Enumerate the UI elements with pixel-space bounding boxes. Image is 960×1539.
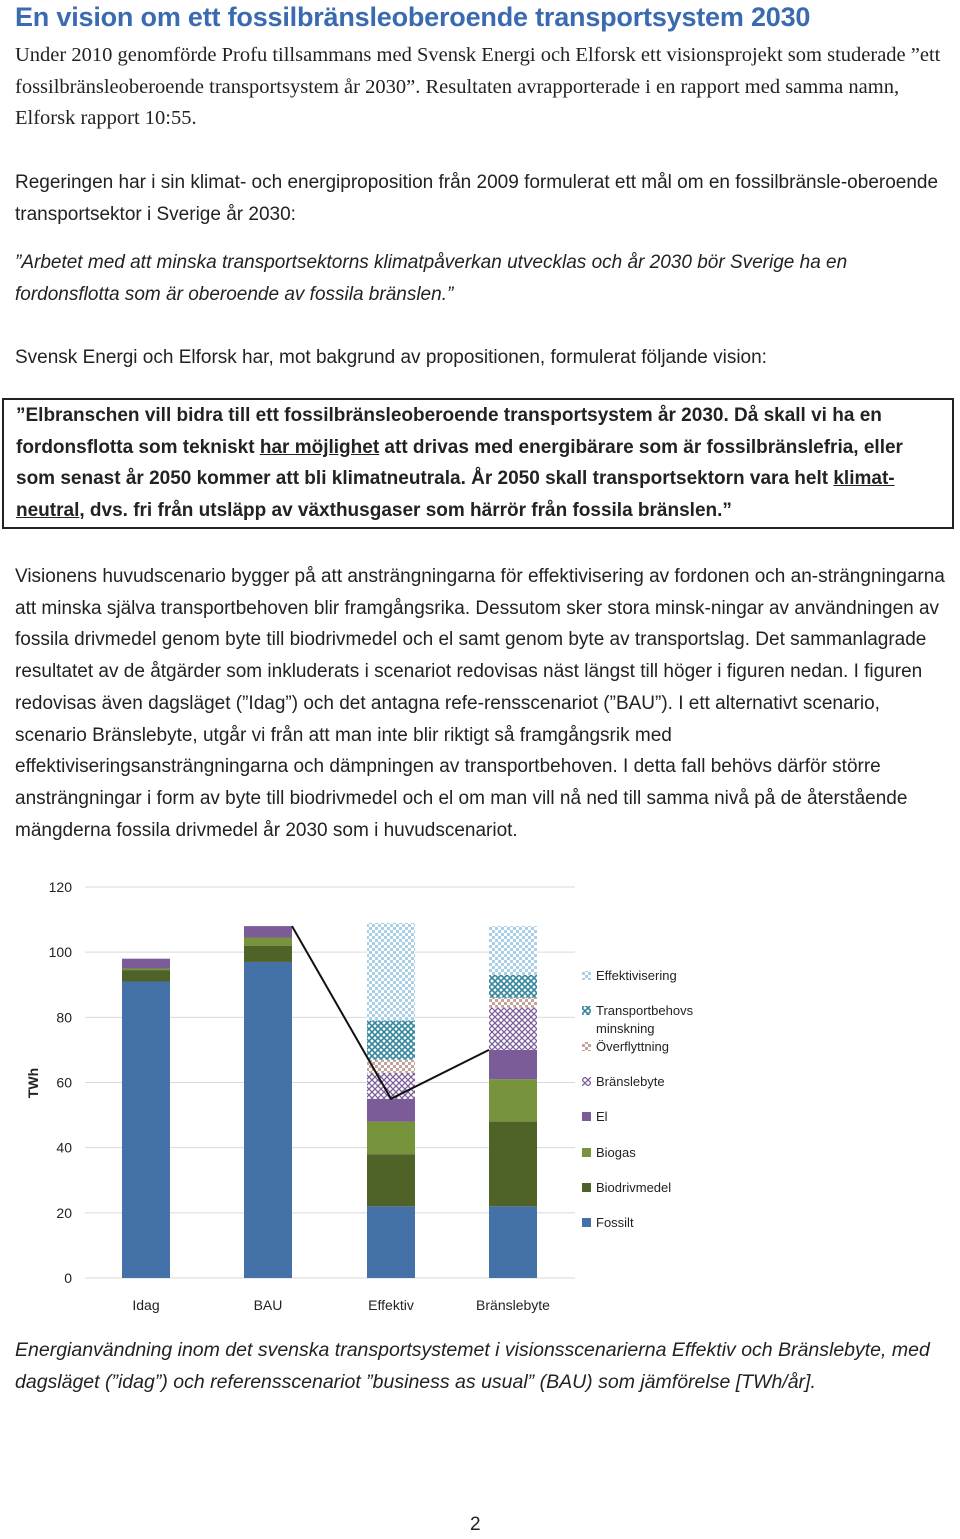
bar-effektiv-biodrivmedel	[367, 1154, 415, 1206]
bar-effektiv-el	[367, 1099, 415, 1122]
y-tick-label-40: 40	[56, 1139, 72, 1156]
bar-idag-biogas	[122, 968, 170, 970]
svensk-energi-paragraph: Svensk Energi och Elforsk har, mot bakgrund av propositionen, formulerat följande vision:	[15, 347, 767, 368]
bar-idag-fossilt	[122, 981, 170, 1278]
bar-bau-fossilt	[244, 962, 292, 1278]
legend-swatch-fossilt	[582, 1218, 591, 1227]
legend-swatch-branslebyte	[582, 1077, 591, 1086]
vision-box	[2, 398, 954, 529]
bar-effektiv-biogas	[367, 1122, 415, 1155]
vision-underline-har-mojlighet: har möjlighet	[259, 436, 380, 458]
x-tick-label-idag: Idag	[132, 1297, 160, 1313]
y-tick-label-20: 20	[56, 1204, 72, 1221]
legend-swatch-el	[582, 1112, 591, 1121]
energy-chart-svg	[0, 870, 960, 1320]
bar-effektiv-branslebyte	[367, 1073, 415, 1099]
x-tick-label-effektiv: Effektiv	[368, 1297, 414, 1313]
legend-label-el: El	[596, 1109, 608, 1124]
page-number: 2	[470, 1514, 481, 1535]
bar-effektiv-effektivisering	[367, 923, 415, 1021]
legend-label-biogas: Biogas	[596, 1145, 636, 1160]
bar-branslebyte-biogas	[489, 1079, 537, 1121]
legend-swatch-overflyttning	[582, 1042, 591, 1051]
bar-effektiv-fossilt	[367, 1206, 415, 1278]
intro-paragraph: Under 2010 genomförde Profu tillsammans med Svensk Energi och Elforsk ett visionsprojekt som studerade ”ett fossilbränsleoberoende transportsystem år 2030”. Resultaten avrapporterade i en rapport med samma namn, Elforsk rapport 10:55.	[15, 44, 941, 130]
legend-label-branslebyte: Bränslebyte	[596, 1074, 665, 1089]
bar-branslebyte-fossilt	[489, 1206, 537, 1278]
vision-underline-klimatneutral: klimat-neutral	[16, 468, 895, 522]
legend-label-effektivisering: Effektivisering	[596, 968, 677, 983]
legend-label-overflyttning: Överflyttning	[596, 1039, 669, 1054]
y-tick-label-60: 60	[56, 1074, 72, 1091]
figure-caption: Energianvändning inom det svenska transportsystemet i visionsscenarierna Effektiv och Bränslebyte, med dagsläget (”idag”) och referensscenariot ”business as usual” (BAU) som jämförelse [TWh/år].	[15, 1339, 930, 1393]
bar-idag-el	[122, 959, 170, 969]
y-tick-label-0: 0	[64, 1270, 72, 1286]
bar-bau-biogas	[244, 938, 292, 946]
vision-text-part1: ”Elbranschen vill bidra till ett fossilbränsleoberoende transportsystem år 2030. Då skall vi ha en fordonsflotta som tekniskt	[16, 405, 882, 458]
legend-label-transportbehovsminskning: Transportbehovs minskning	[596, 1003, 694, 1036]
vision-text-part3: , dvs. fri från utsläpp av växthusgaser som härrör från fossila bränslen.”	[79, 500, 732, 522]
legend-swatch-effektivisering	[582, 971, 591, 980]
bar-branslebyte-branslebyte	[489, 1008, 537, 1050]
regeringen-paragraph: Regeringen har i sin klimat- och energiproposition från 2009 formulerat ett mål om en fossilbränsle-oberoende transportsektor i Sverige år 2030:	[15, 172, 939, 225]
legend-swatch-biogas	[582, 1148, 591, 1157]
legend-swatch-biodrivmedel	[582, 1183, 591, 1192]
y-tick-label-120: 120	[48, 879, 72, 895]
legend-label-fossilt: Fossilt	[596, 1215, 634, 1230]
bar-effektiv-transportbehovsminskning	[367, 1021, 415, 1060]
scenario-paragraph: Visionens huvudscenario bygger på att ansträngningarna för effektivisering av fordonen och an-strängningarna att minska själva transportbehoven blir framgångsrika. Dessutom sker stora minsk-ningar av användningen av fossila drivmedel genom byte till biodrivmedel och el samt genom byte av transportslag. Det sammanlagrade resultatet av de åtgärder som inkluderats i scenariot redovisas näst längst till höger i figuren nedan. I figuren redovisas även dagsläget (”Idag”) och det antagna refe-rensscenariot (”BAU”). I ett alternativt scenario, scenario Bränslebyte, utgår vi från att man inte blir riktigt så framgångsrik med effektiviseringsansträngningarna och dämpningen av transportbehoven. I detta fall behövs därför större ansträngningar i form av byte till biodrivmedel och el om man vill nå ned till samma nivå på de återstående mängderna fossila drivmedel år 2030 som i huvudscenariot.	[15, 566, 945, 841]
bar-branslebyte-biodrivmedel	[489, 1122, 537, 1207]
bar-idag-biodrivmedel	[122, 970, 170, 981]
x-tick-label-bau: BAU	[253, 1297, 283, 1313]
bar-branslebyte-overflyttning	[489, 998, 537, 1008]
chart-legend	[582, 968, 694, 1230]
proposition-quote: ”Arbetet med att minska transportsektorns klimatpåverkan utvecklas och år 2030 bör Sverige ha en fordonsflotta som är oberoende av fossila bränslen.”	[15, 252, 848, 305]
bar-bau-el	[244, 926, 292, 937]
bar-branslebyte-effektivisering	[489, 926, 537, 975]
bar-branslebyte-transportbehovsminskning	[489, 975, 537, 998]
bar-bau-biodrivmedel	[244, 946, 292, 962]
legend-swatch-transportbehovsminskning	[582, 1006, 591, 1015]
y-tick-label-100: 100	[48, 944, 72, 961]
y-axis-label: TWh	[25, 1067, 41, 1099]
vision-text-part2: att drivas med energibärare som är fossilbränslefria, eller som senast år 2050 kommer att bli klimatneutrala. År 2050 skall transportsektorn vara helt	[16, 436, 903, 490]
x-tick-label-branslebyte: Bränslebyte	[476, 1297, 550, 1313]
y-tick-label-80: 80	[56, 1009, 72, 1026]
legend-label-biodrivmedel: Biodrivmedel	[596, 1180, 672, 1195]
energy-chart	[0, 870, 960, 1320]
bar-branslebyte-el	[489, 1050, 537, 1079]
page-title: En vision om ett fossilbränsleoberoende transportsystem 2030	[15, 2, 811, 32]
vision-text	[16, 400, 946, 527]
chart-bars	[122, 923, 537, 1278]
